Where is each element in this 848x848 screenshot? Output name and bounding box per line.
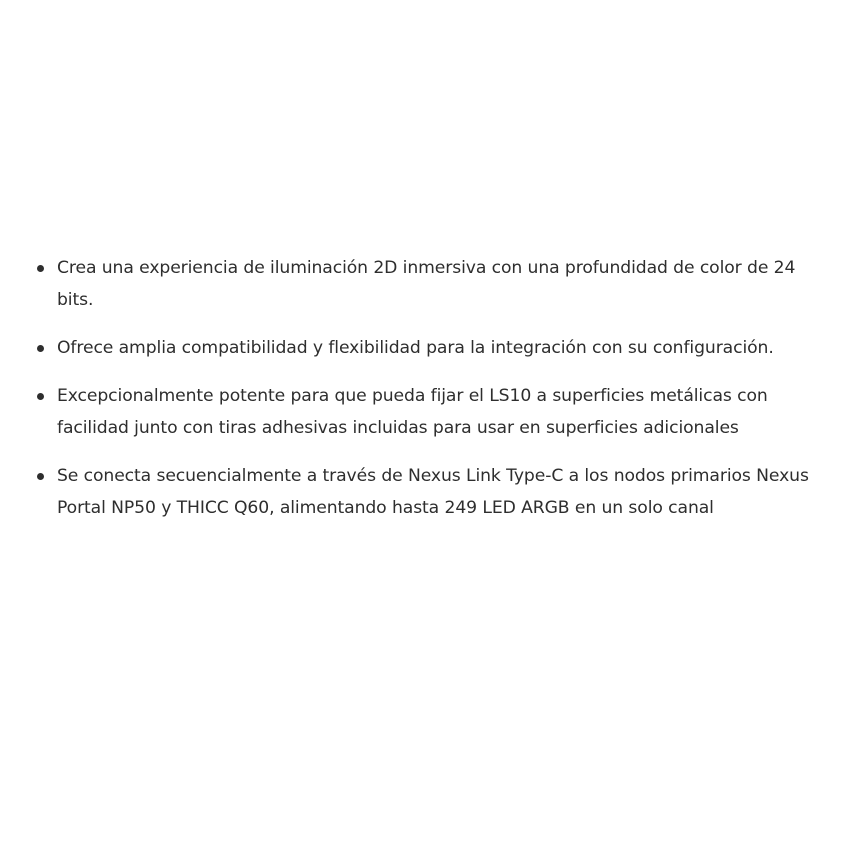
bullet-icon xyxy=(37,393,44,400)
feature-item xyxy=(30,380,820,444)
feature-item xyxy=(30,460,820,524)
feature-text: Ofrece amplia compatibilidad y flexibilidad para la integración con su configuración. xyxy=(57,338,774,358)
feature-item xyxy=(30,252,820,316)
feature-list xyxy=(30,252,820,540)
feature-text: Crea una experiencia de iluminación 2D inmersiva con una profundidad de color de 24 bits. xyxy=(57,258,796,310)
feature-item xyxy=(30,332,820,364)
bullet-icon xyxy=(37,473,44,480)
bullet-icon xyxy=(37,265,44,272)
feature-text: Se conecta secuencialmente a través de Nexus Link Type-C a los nodos primarios Nexus Portal NP50 y THICC Q60, alimentando hasta 249 LED ARGB en un solo canal xyxy=(57,466,809,518)
feature-text: Excepcionalmente potente para que pueda fijar el LS10 a superficies metálicas con facilidad junto con tiras adhesivas incluidas para usar en superficies adicionales xyxy=(57,386,768,438)
bullet-icon xyxy=(37,345,44,352)
